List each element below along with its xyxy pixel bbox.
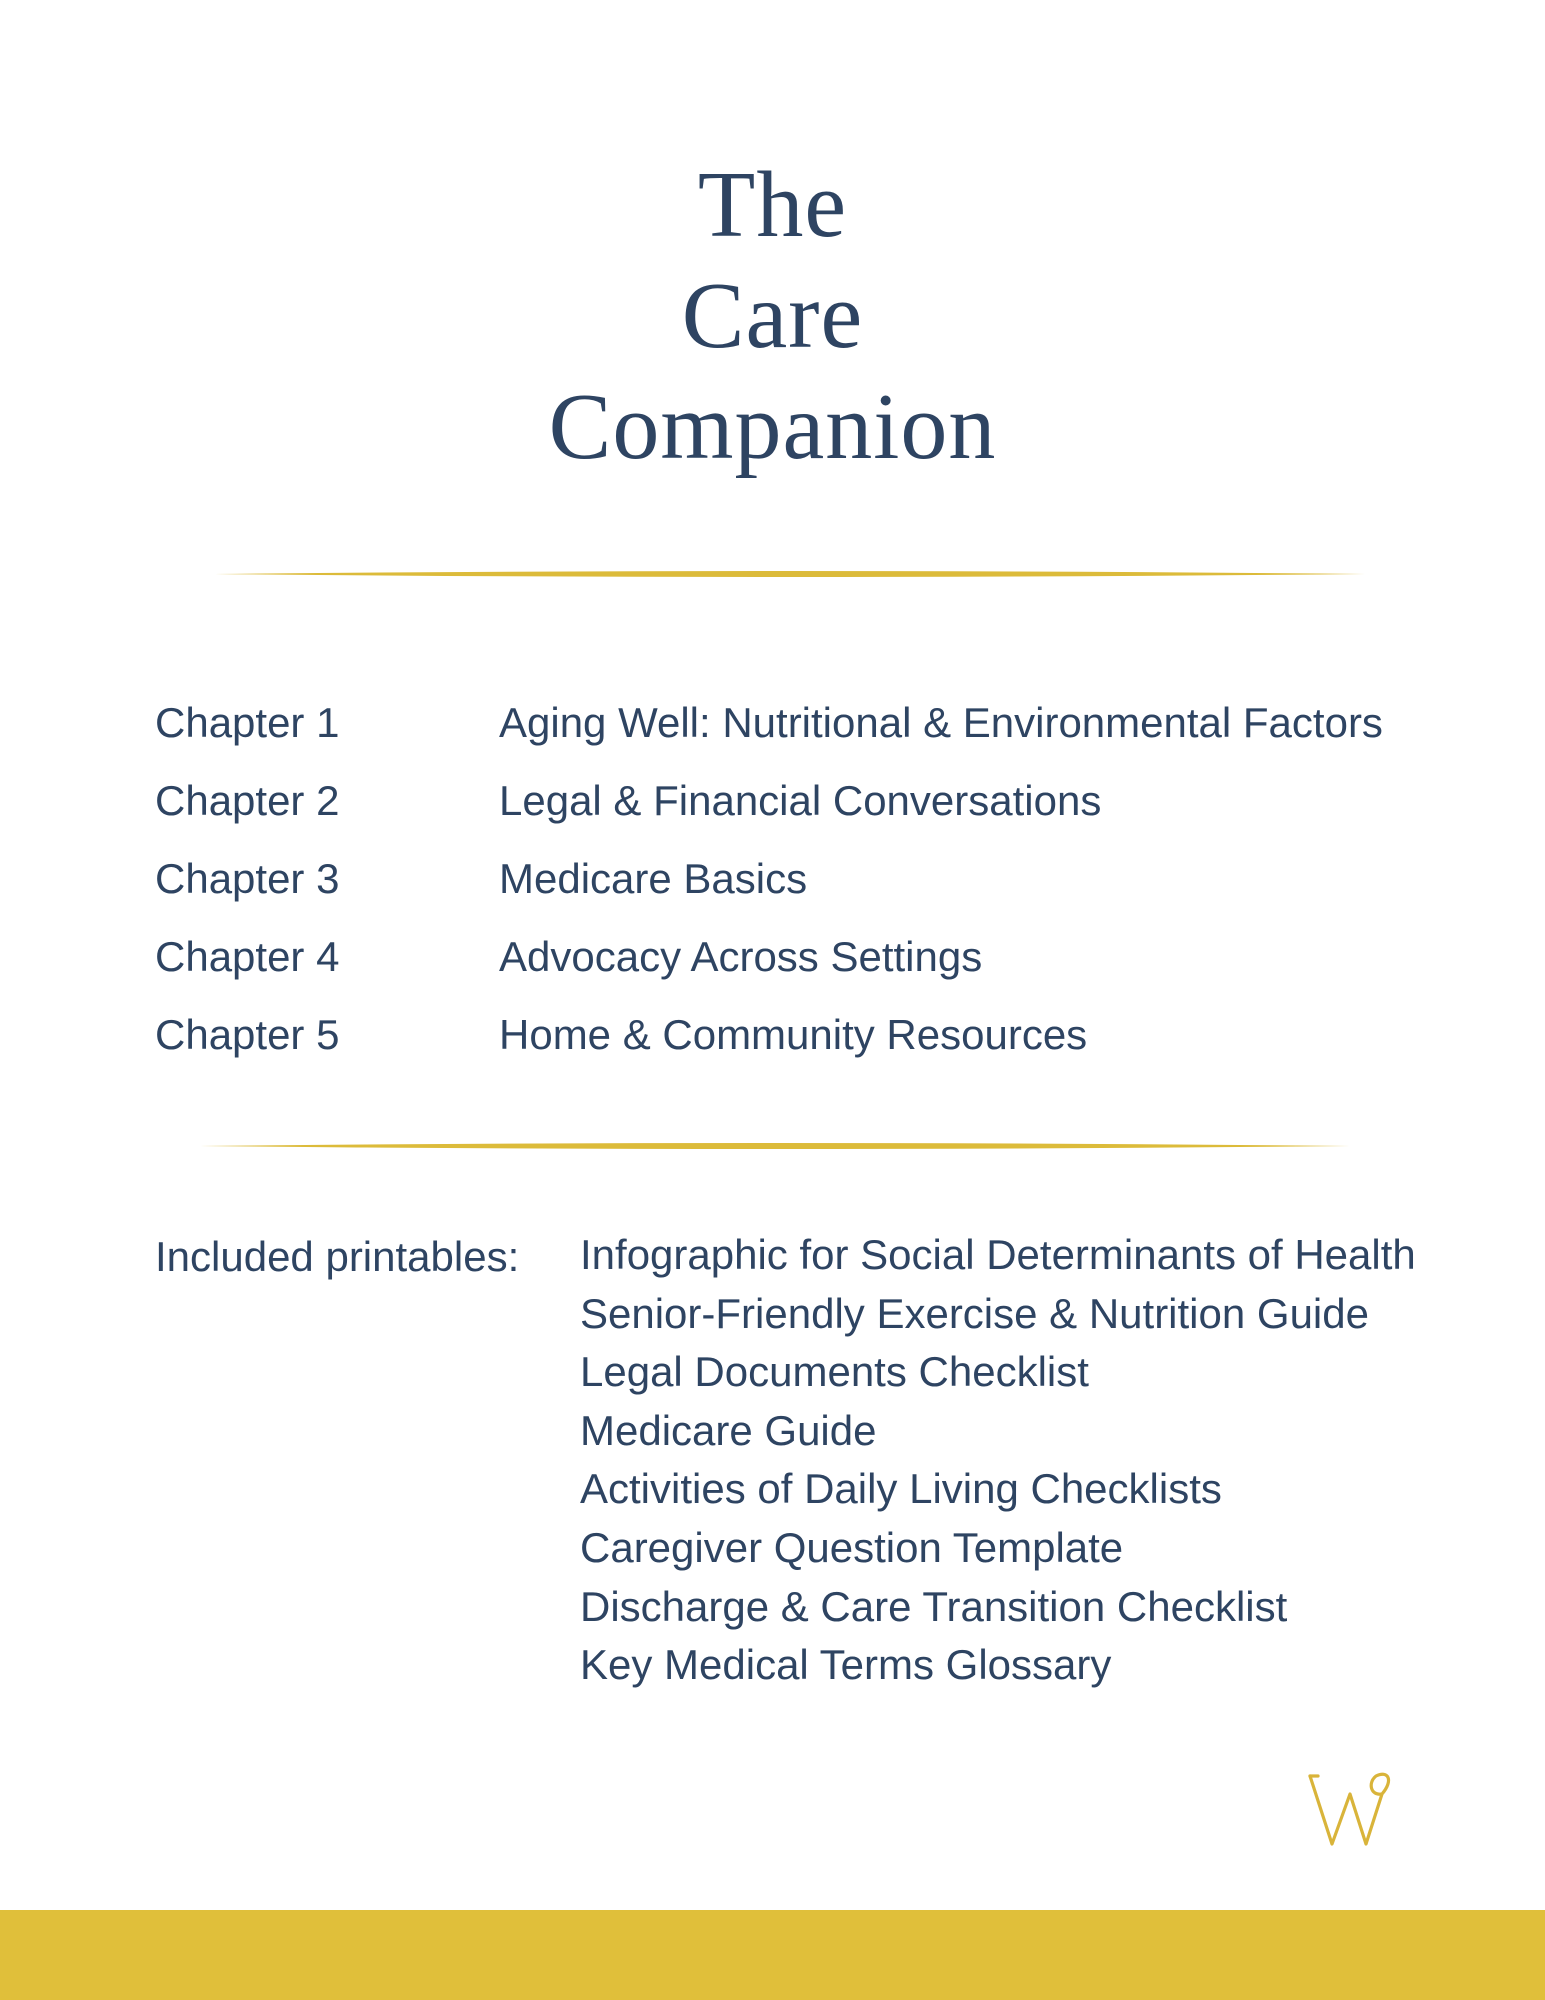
document-title xyxy=(0,150,1545,483)
footer-gold-bar xyxy=(0,1910,1545,2000)
chapter-label: Chapter 3 xyxy=(155,855,340,902)
printable-item: Infographic for Social Determinants of Health xyxy=(580,1231,1416,1278)
toc-row-chapter-1 xyxy=(155,684,1455,762)
printable-item: Senior-Friendly Exercise & Nutrition Guide xyxy=(580,1289,1369,1337)
printables-list xyxy=(580,1226,1520,1695)
printable-item: Key Medical Terms Glossary xyxy=(580,1641,1112,1689)
chapter-title: Legal & Financial Conversations xyxy=(499,777,1102,824)
chapter-label: Chapter 1 xyxy=(155,699,340,746)
chapter-title: Medicare Basics xyxy=(499,855,808,902)
chapter-label: Chapter 5 xyxy=(155,1011,340,1058)
printables-label: Included printables: xyxy=(155,1233,520,1280)
toc-row-chapter-4 xyxy=(155,918,1455,996)
toc-row-chapter-2 xyxy=(155,762,1455,840)
printable-item: Caregiver Question Template xyxy=(580,1523,1124,1571)
chapter-title: Home & Community Resources xyxy=(499,1011,1088,1058)
toc-row-chapter-3 xyxy=(155,840,1455,918)
chapter-title: Aging Well: Nutritional & Environmental Factors xyxy=(499,699,1383,746)
title-line-3: Companion xyxy=(548,375,997,479)
w-monogram-logo-icon xyxy=(1308,1772,1392,1848)
title-line-2: Care xyxy=(681,264,864,368)
printable-item: Discharge & Care Transition Checklist xyxy=(580,1582,1288,1630)
table-of-contents xyxy=(155,684,1455,1074)
printable-item: Activities of Daily Living Checklists xyxy=(580,1465,1222,1513)
gold-divider-middle xyxy=(200,1138,1350,1154)
title-line-1: The xyxy=(697,153,848,257)
chapter-label: Chapter 4 xyxy=(155,933,340,980)
toc-row-chapter-5 xyxy=(155,996,1455,1074)
printable-item: Legal Documents Checklist xyxy=(580,1348,1089,1396)
gold-divider-top xyxy=(215,566,1365,582)
chapter-label: Chapter 2 xyxy=(155,777,340,824)
chapter-title: Advocacy Across Settings xyxy=(499,933,983,980)
printable-item: Medicare Guide xyxy=(580,1406,877,1454)
